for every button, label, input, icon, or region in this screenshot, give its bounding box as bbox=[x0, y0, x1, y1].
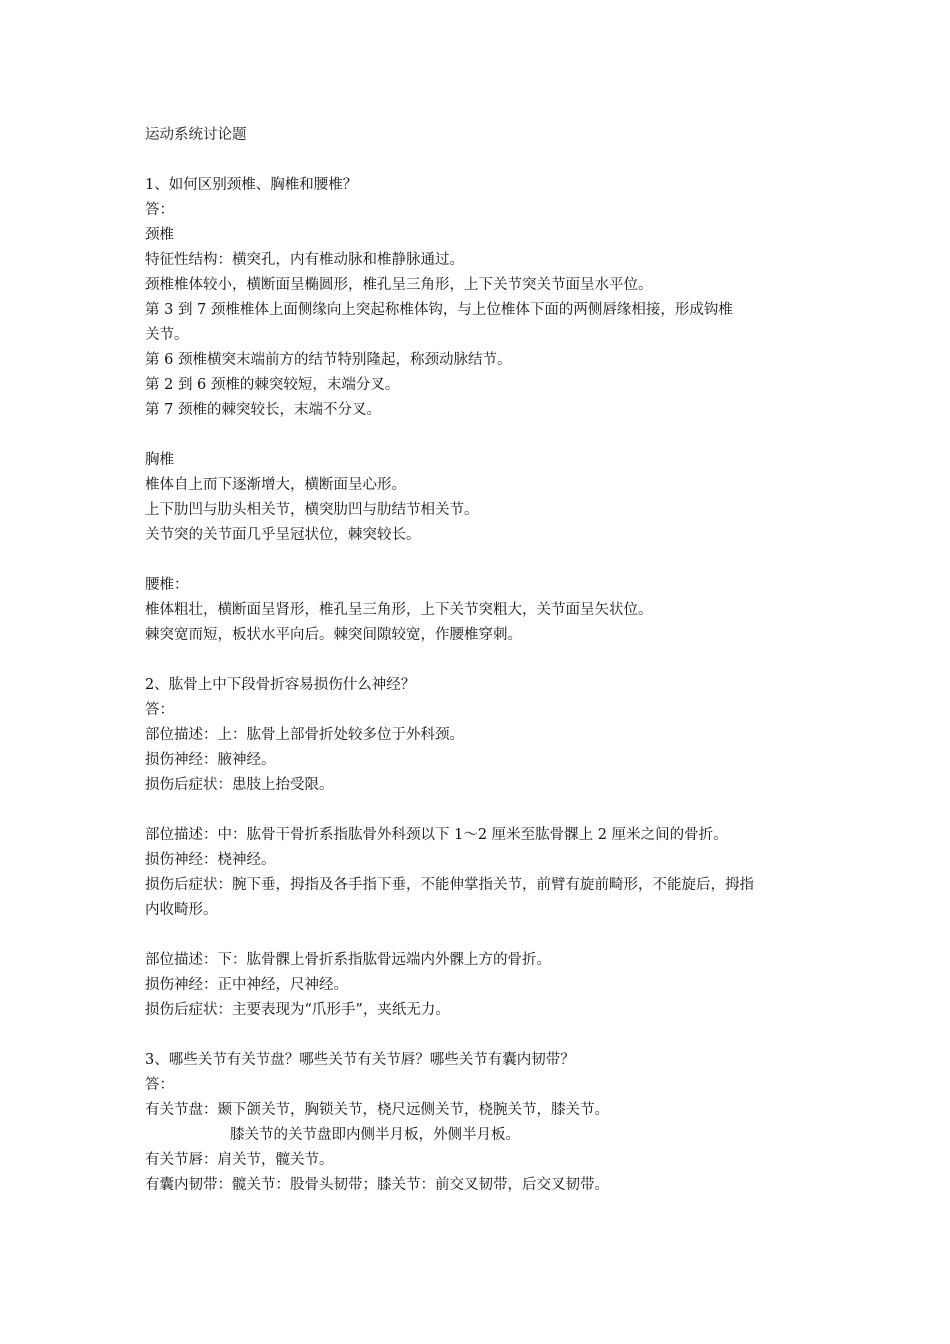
spacer bbox=[145, 648, 817, 673]
spacer bbox=[145, 423, 817, 448]
lower-fracture-line: 部位描述：下：肱骨髁上骨折系指肱骨远端内外髁上方的骨折。 bbox=[145, 952, 551, 968]
middle-fracture-line: 损伤后症状：腕下垂，拇指及各手指下垂，不能伸掌指关节，前臂有旋前畸形，不能旋后，拇指 bbox=[145, 877, 754, 893]
lumbar-line: 棘突宽而短，板状水平向后。棘突间隙较宽，作腰椎穿刺。 bbox=[145, 627, 522, 643]
spacer bbox=[145, 798, 817, 823]
spacer bbox=[145, 548, 817, 573]
cervical-line: 颈椎椎体较小，横断面呈椭圆形，椎孔呈三角形，上下关节突关节面呈水平位。 bbox=[145, 277, 653, 293]
cervical-line: 第 2 到 6 颈椎的棘突较短，末端分叉。 bbox=[145, 377, 400, 393]
lower-fracture-line: 损伤神经：正中神经，尺神经。 bbox=[145, 977, 348, 993]
cervical-line: 特征性结构：横突孔，内有椎动脉和椎静脉通过。 bbox=[145, 252, 464, 268]
middle-fracture-line: 部位描述：中：肱骨干骨折系指肱骨外科颈以下 1～2 厘米至肱骨髁上 2 厘米之间的骨折。 bbox=[145, 827, 728, 843]
upper-fracture-line: 损伤神经：腋神经。 bbox=[145, 752, 276, 768]
intracapsular-ligament-line: 有囊内韧带：髋关节：股骨头韧带；膝关节：前交叉韧带，后交叉韧带。 bbox=[145, 1177, 609, 1193]
lumbar-line: 椎体粗壮，横断面呈肾形，椎孔呈三角形，上下关节突粗大，关节面呈矢状位。 bbox=[145, 602, 653, 618]
cervical-line: 第 6 颈椎横突末端前方的结节特别隆起，称颈动脉结节。 bbox=[145, 352, 512, 368]
cervical-heading: 颈椎 bbox=[145, 227, 174, 243]
middle-fracture-line: 损伤神经：桡神经。 bbox=[145, 852, 276, 868]
lumbar-heading: 腰椎： bbox=[145, 577, 189, 593]
document-body bbox=[145, 123, 817, 1198]
thoracic-line: 关节突的关节面几乎呈冠状位，棘突较长。 bbox=[145, 527, 421, 543]
cervical-line: 第 7 颈椎的棘突较长，末端不分叉。 bbox=[145, 402, 381, 418]
question-1: 1、如何区别颈椎、胸椎和腰椎？ bbox=[145, 177, 358, 193]
spacer bbox=[145, 148, 817, 173]
thoracic-line: 椎体自上而下逐渐增大，横断面呈心形。 bbox=[145, 477, 406, 493]
lower-fracture-line: 损伤后症状：主要表现为“爪形手”，夹纸无力。 bbox=[145, 1002, 450, 1018]
thoracic-line: 上下肋凹与肋头相关节，横突肋凹与肋结节相关节。 bbox=[145, 502, 479, 518]
answer-label-1: 答： bbox=[145, 202, 174, 218]
document-title: 运动系统讨论题 bbox=[145, 127, 247, 143]
question-3: 3、哪些关节有关节盘？哪些关节有关节唇？哪些关节有囊内韧带？ bbox=[145, 1052, 575, 1068]
upper-fracture-line: 损伤后症状：患肢上抬受限。 bbox=[145, 777, 334, 793]
middle-fracture-line: 内收畸形。 bbox=[145, 902, 218, 918]
joint-disc-note: 膝关节的关节盘即内侧半月板，外侧半月板。 bbox=[230, 1127, 520, 1143]
spacer bbox=[145, 1023, 817, 1048]
joint-labrum-line: 有关节唇：肩关节，髋关节。 bbox=[145, 1152, 334, 1168]
cervical-line: 第 3 到 7 颈椎椎体上面侧缘向上突起称椎体钩，与上位椎体下面的两侧唇缘相接，形成钩椎 bbox=[145, 302, 733, 318]
spacer bbox=[145, 923, 817, 948]
question-2: 2、肱骨上中下段骨折容易损伤什么神经？ bbox=[145, 677, 416, 693]
upper-fracture-line: 部位描述：上：肱骨上部骨折处较多位于外科颈。 bbox=[145, 727, 464, 743]
answer-label-3: 答： bbox=[145, 1077, 174, 1093]
cervical-line: 关节。 bbox=[145, 327, 189, 343]
answer-label-2: 答： bbox=[145, 702, 174, 718]
thoracic-heading: 胸椎 bbox=[145, 452, 174, 468]
joint-disc-line: 有关节盘：颞下颌关节，胸锁关节，桡尺远侧关节，桡腕关节，膝关节。 bbox=[145, 1102, 609, 1118]
